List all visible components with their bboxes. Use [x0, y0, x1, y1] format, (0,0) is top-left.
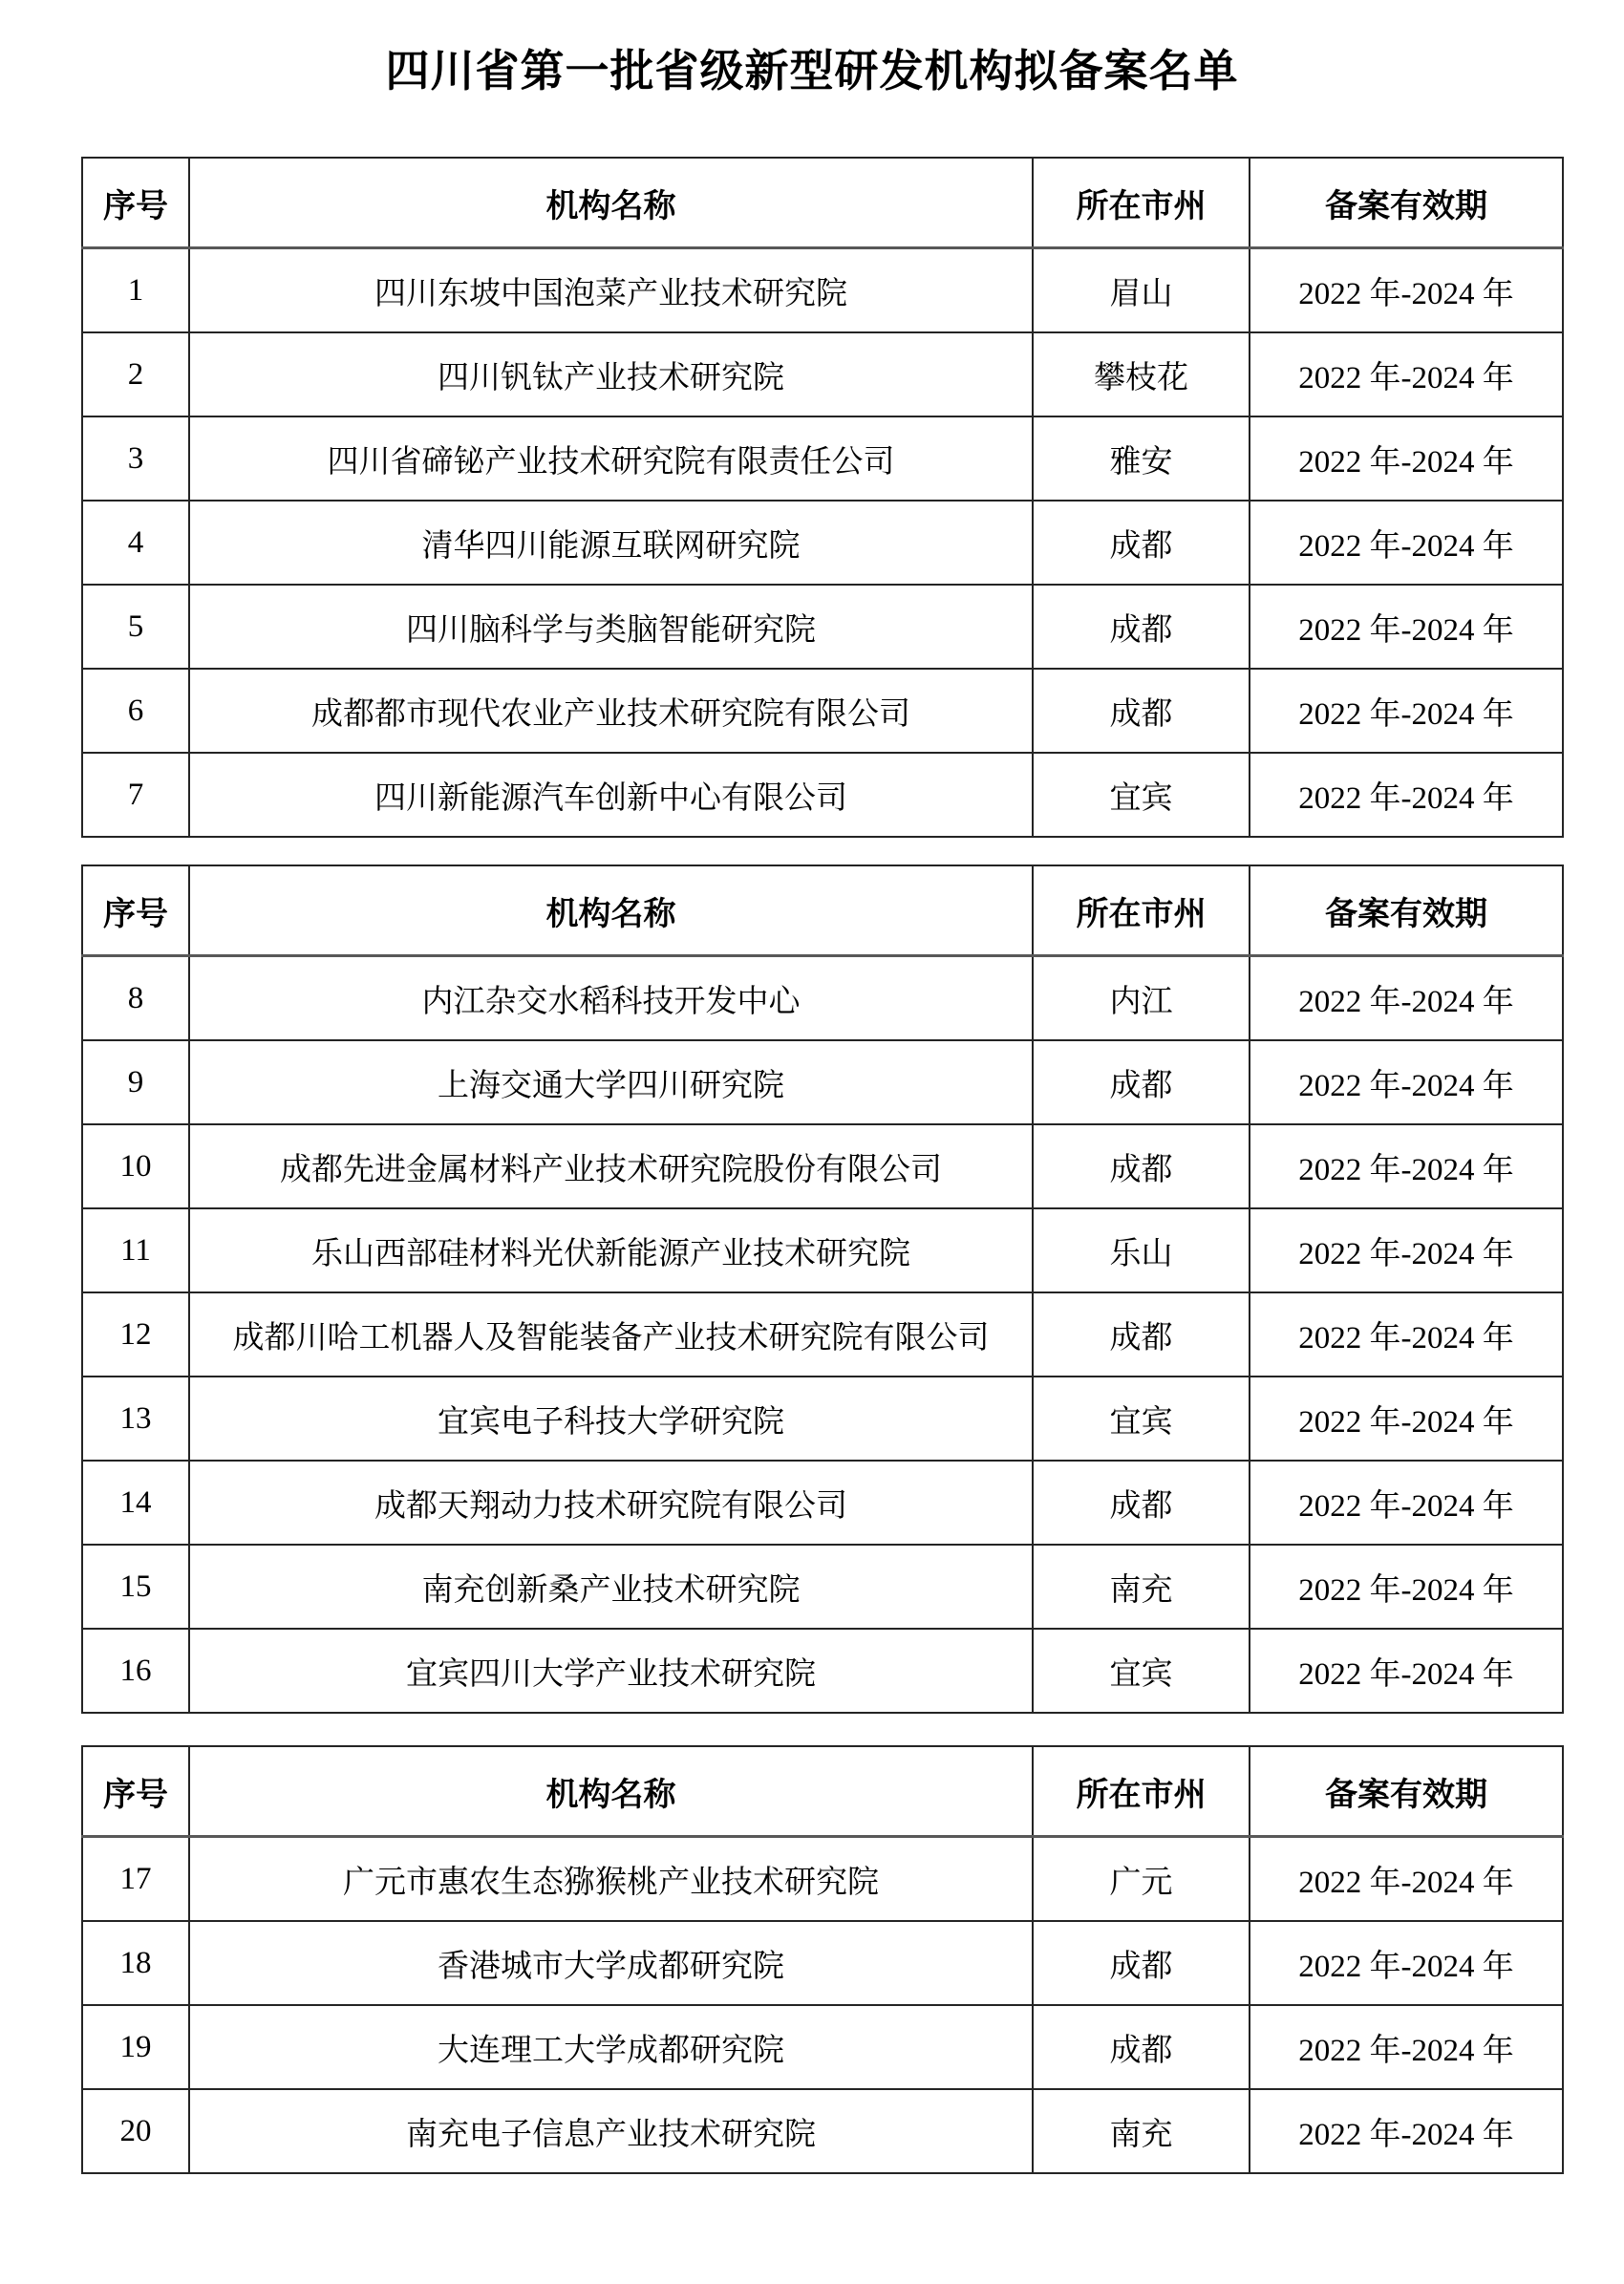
cell-no: 14: [82, 1461, 189, 1545]
table-row: [82, 2089, 1563, 2173]
cell-name: 四川东坡中国泡菜产业技术研究院: [189, 248, 1033, 333]
cell-city: 成都: [1033, 1292, 1250, 1377]
page-title: 四川省第一批省级新型研发机构拟备案名单: [385, 47, 1239, 96]
cell-no: 16: [82, 1629, 189, 1713]
cell-period: 2022 年-2024 年: [1250, 753, 1563, 837]
tables-container: [0, 157, 1624, 2174]
table-row: [82, 1837, 1563, 1922]
cell-period: 2022 年-2024 年: [1250, 248, 1563, 333]
cell-no: 3: [82, 416, 189, 501]
table-row: [82, 1208, 1563, 1292]
table-row: [82, 1629, 1563, 1713]
cell-no: 7: [82, 753, 189, 837]
cell-no: 20: [82, 2089, 189, 2173]
cell-city: 宜宾: [1033, 1629, 1250, 1713]
table-row: [82, 1921, 1563, 2005]
cell-period: 2022 年-2024 年: [1250, 585, 1563, 669]
cell-no: 4: [82, 501, 189, 585]
cell-no: 1: [82, 248, 189, 333]
cell-city: 成都: [1033, 1040, 1250, 1124]
cell-period: 2022 年-2024 年: [1250, 956, 1563, 1041]
cell-name: 宜宾电子科技大学研究院: [189, 1377, 1033, 1461]
table-row: [82, 1377, 1563, 1461]
table-row: [82, 1545, 1563, 1629]
cell-no: 17: [82, 1837, 189, 1922]
column-header-city: 所在市州: [1033, 158, 1250, 248]
cell-city: 雅安: [1033, 416, 1250, 501]
cell-period: 2022 年-2024 年: [1250, 1208, 1563, 1292]
table-row: [82, 416, 1563, 501]
cell-period: 2022 年-2024 年: [1250, 416, 1563, 501]
cell-period: 2022 年-2024 年: [1250, 2005, 1563, 2089]
header-row: [82, 158, 1563, 248]
table-row: [82, 585, 1563, 669]
cell-period: 2022 年-2024 年: [1250, 501, 1563, 585]
table-row: [82, 248, 1563, 333]
column-header-period: 备案有效期: [1250, 1746, 1563, 1837]
cell-name: 南充创新桑产业技术研究院: [189, 1545, 1033, 1629]
cell-no: 9: [82, 1040, 189, 1124]
cell-city: 眉山: [1033, 248, 1250, 333]
cell-city: 攀枝花: [1033, 332, 1250, 416]
cell-city: 南充: [1033, 1545, 1250, 1629]
cell-no: 19: [82, 2005, 189, 2089]
cell-no: 8: [82, 956, 189, 1041]
cell-period: 2022 年-2024 年: [1250, 1629, 1563, 1713]
column-header-name: 机构名称: [189, 865, 1033, 956]
cell-name: 四川省碲铋产业技术研究院有限责任公司: [189, 416, 1033, 501]
cell-period: 2022 年-2024 年: [1250, 1040, 1563, 1124]
column-header-city: 所在市州: [1033, 1746, 1250, 1837]
cell-name: 大连理工大学成都研究院: [189, 2005, 1033, 2089]
cell-period: 2022 年-2024 年: [1250, 669, 1563, 753]
header-row: [82, 1746, 1563, 1837]
cell-city: 成都: [1033, 1124, 1250, 1208]
cell-name: 南充电子信息产业技术研究院: [189, 2089, 1033, 2173]
column-header-period: 备案有效期: [1250, 865, 1563, 956]
cell-city: 成都: [1033, 585, 1250, 669]
cell-no: 6: [82, 669, 189, 753]
column-header-name: 机构名称: [189, 1746, 1033, 1837]
cell-name: 乐山西部硅材料光伏新能源产业技术研究院: [189, 1208, 1033, 1292]
column-header-name: 机构名称: [189, 158, 1033, 248]
cell-city: 成都: [1033, 669, 1250, 753]
table-row: [82, 501, 1563, 585]
cell-no: 2: [82, 332, 189, 416]
cell-period: 2022 年-2024 年: [1250, 1124, 1563, 1208]
cell-no: 11: [82, 1208, 189, 1292]
cell-no: 12: [82, 1292, 189, 1377]
header-row: [82, 865, 1563, 956]
cell-period: 2022 年-2024 年: [1250, 1837, 1563, 1922]
cell-period: 2022 年-2024 年: [1250, 332, 1563, 416]
cell-city: 乐山: [1033, 1208, 1250, 1292]
cell-no: 18: [82, 1921, 189, 2005]
cell-no: 5: [82, 585, 189, 669]
table-row: [82, 2005, 1563, 2089]
column-header-no: 序号: [82, 1746, 189, 1837]
records-table-3: [81, 1745, 1564, 2174]
cell-period: 2022 年-2024 年: [1250, 2089, 1563, 2173]
cell-name: 上海交通大学四川研究院: [189, 1040, 1033, 1124]
cell-name: 成都天翔动力技术研究院有限公司: [189, 1461, 1033, 1545]
cell-no: 13: [82, 1377, 189, 1461]
records-table-2: [81, 865, 1564, 1714]
cell-city: 内江: [1033, 956, 1250, 1041]
cell-no: 10: [82, 1124, 189, 1208]
cell-city: 广元: [1033, 1837, 1250, 1922]
cell-name: 成都川哈工机器人及智能装备产业技术研究院有限公司: [189, 1292, 1033, 1377]
cell-city: 宜宾: [1033, 1377, 1250, 1461]
column-header-no: 序号: [82, 158, 189, 248]
cell-city: 成都: [1033, 2005, 1250, 2089]
cell-name: 成都都市现代农业产业技术研究院有限公司: [189, 669, 1033, 753]
table-row: [82, 669, 1563, 753]
cell-period: 2022 年-2024 年: [1250, 1545, 1563, 1629]
cell-name: 广元市惠农生态猕猴桃产业技术研究院: [189, 1837, 1033, 1922]
cell-city: 成都: [1033, 501, 1250, 585]
cell-city: 南充: [1033, 2089, 1250, 2173]
cell-period: 2022 年-2024 年: [1250, 1921, 1563, 2005]
cell-name: 清华四川能源互联网研究院: [189, 501, 1033, 585]
table-row: [82, 332, 1563, 416]
cell-no: 15: [82, 1545, 189, 1629]
column-header-city: 所在市州: [1033, 865, 1250, 956]
table-row: [82, 956, 1563, 1041]
cell-period: 2022 年-2024 年: [1250, 1292, 1563, 1377]
table-row: [82, 1461, 1563, 1545]
cell-city: 成都: [1033, 1461, 1250, 1545]
cell-name: 内江杂交水稻科技开发中心: [189, 956, 1033, 1041]
records-table-1: [81, 157, 1564, 838]
cell-name: 四川钒钛产业技术研究院: [189, 332, 1033, 416]
cell-period: 2022 年-2024 年: [1250, 1461, 1563, 1545]
table-row: [82, 1040, 1563, 1124]
cell-name: 成都先进金属材料产业技术研究院股份有限公司: [189, 1124, 1033, 1208]
table-row: [82, 753, 1563, 837]
cell-name: 四川脑科学与类脑智能研究院: [189, 585, 1033, 669]
cell-name: 宜宾四川大学产业技术研究院: [189, 1629, 1033, 1713]
table-row: [82, 1292, 1563, 1377]
cell-period: 2022 年-2024 年: [1250, 1377, 1563, 1461]
cell-name: 四川新能源汽车创新中心有限公司: [189, 753, 1033, 837]
cell-name: 香港城市大学成都研究院: [189, 1921, 1033, 2005]
table-row: [82, 1124, 1563, 1208]
cell-city: 成都: [1033, 1921, 1250, 2005]
column-header-period: 备案有效期: [1250, 158, 1563, 248]
cell-city: 宜宾: [1033, 753, 1250, 837]
column-header-no: 序号: [82, 865, 189, 956]
